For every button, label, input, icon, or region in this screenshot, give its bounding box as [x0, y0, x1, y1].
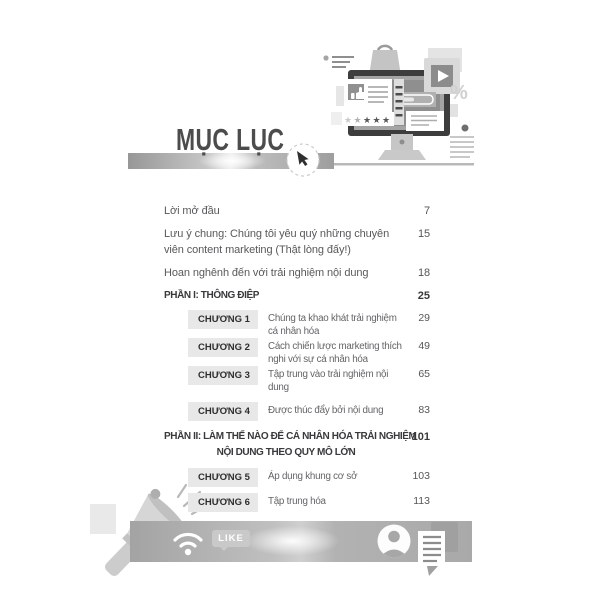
toc-entry — [164, 226, 430, 258]
chapter-label: CHƯƠNG 2 — [188, 338, 258, 357]
percent-symbol: % — [450, 82, 468, 104]
chapter-page-number: 83 — [418, 404, 430, 416]
chapter-row — [188, 338, 430, 366]
like-badge: LIKE — [212, 530, 250, 547]
chapter-row — [188, 493, 430, 512]
chapter-page-number: 113 — [413, 495, 430, 507]
decor-square — [90, 504, 116, 534]
svg-text:★: ★ — [353, 116, 362, 126]
chapter-row — [188, 468, 430, 487]
chapter-label: CHƯƠNG 4 — [188, 402, 258, 421]
svg-text:★: ★ — [363, 116, 372, 126]
entry-title: Lưu ý chung: Chúng tôi yêu quý những chuyên viên content marketing (Thật lòng đấy!) — [164, 228, 390, 256]
chapter-label: CHƯƠNG 6 — [188, 493, 258, 512]
chapter-title: Được thúc đẩy bởi nội dung — [268, 405, 384, 416]
chapter-row — [188, 402, 430, 421]
like-card-icon — [344, 79, 392, 112]
text-lines-icon — [450, 125, 474, 158]
svg-text:★: ★ — [372, 116, 381, 126]
comment-card-icon — [406, 111, 444, 131]
part-page-number: 101 — [411, 431, 430, 443]
part-title: PHẦN I: THÔNG ĐIỆP — [164, 290, 260, 301]
entry-title: Lời mở đầu — [164, 205, 220, 217]
chapter-label: CHƯƠNG 3 — [188, 366, 258, 385]
entry-page-number: 7 — [423, 205, 430, 217]
decor-square — [331, 112, 342, 125]
chapter-title: Áp dụng khung cơ sở — [268, 471, 358, 482]
entry-page-number: 18 — [417, 267, 430, 279]
toc-entry — [164, 203, 430, 219]
page-title: MỤC LỤC — [176, 122, 285, 157]
chapter-title: Chúng ta khao khát trải nghiệm cá nhân hóa — [268, 313, 397, 337]
svg-text:★: ★ — [382, 116, 391, 126]
svg-text:★: ★ — [344, 116, 353, 126]
chapter-title: Tập trung hóa — [268, 496, 326, 507]
text-lines-icon — [323, 55, 354, 67]
part-heading — [164, 429, 430, 461]
chapter-page-number: 103 — [412, 470, 430, 482]
entry-title: Hoan nghênh đến với trải nghiệm nội dung — [164, 267, 369, 279]
chapter-row — [188, 366, 430, 394]
chapter-label: CHƯƠNG 1 — [188, 310, 258, 329]
chapter-row — [188, 310, 430, 338]
cursor-icon — [287, 144, 319, 176]
star-rating-icon — [342, 112, 394, 126]
chapter-title: Tập trung vào trải nghiệm nội dung — [268, 369, 389, 393]
part-page-number: 25 — [417, 290, 430, 302]
section-spacer — [164, 421, 430, 429]
table-of-contents — [164, 203, 430, 512]
chapter-title: Cách chiến lược marketing thích nghi với sự cá nhân hóa — [268, 341, 402, 365]
monitor-stand — [378, 134, 426, 160]
menu-dashes-icon — [394, 79, 404, 125]
chapter-label: CHƯƠNG 5 — [188, 468, 258, 487]
entry-page-number: 15 — [417, 228, 430, 240]
chapter-page-number: 29 — [418, 312, 430, 324]
chapter-page-number: 49 — [418, 340, 430, 352]
toc-entry — [164, 265, 430, 281]
part-title: PHẦN II: LÀM THẾ NÀO ĐỂ CÁ NHÂN HÓA TRẢI NGHIỆM NỘI DUNG THEO QUY MÔ LỚN — [164, 431, 417, 458]
chapter-page-number: 65 — [418, 368, 430, 380]
part-heading — [164, 288, 430, 304]
